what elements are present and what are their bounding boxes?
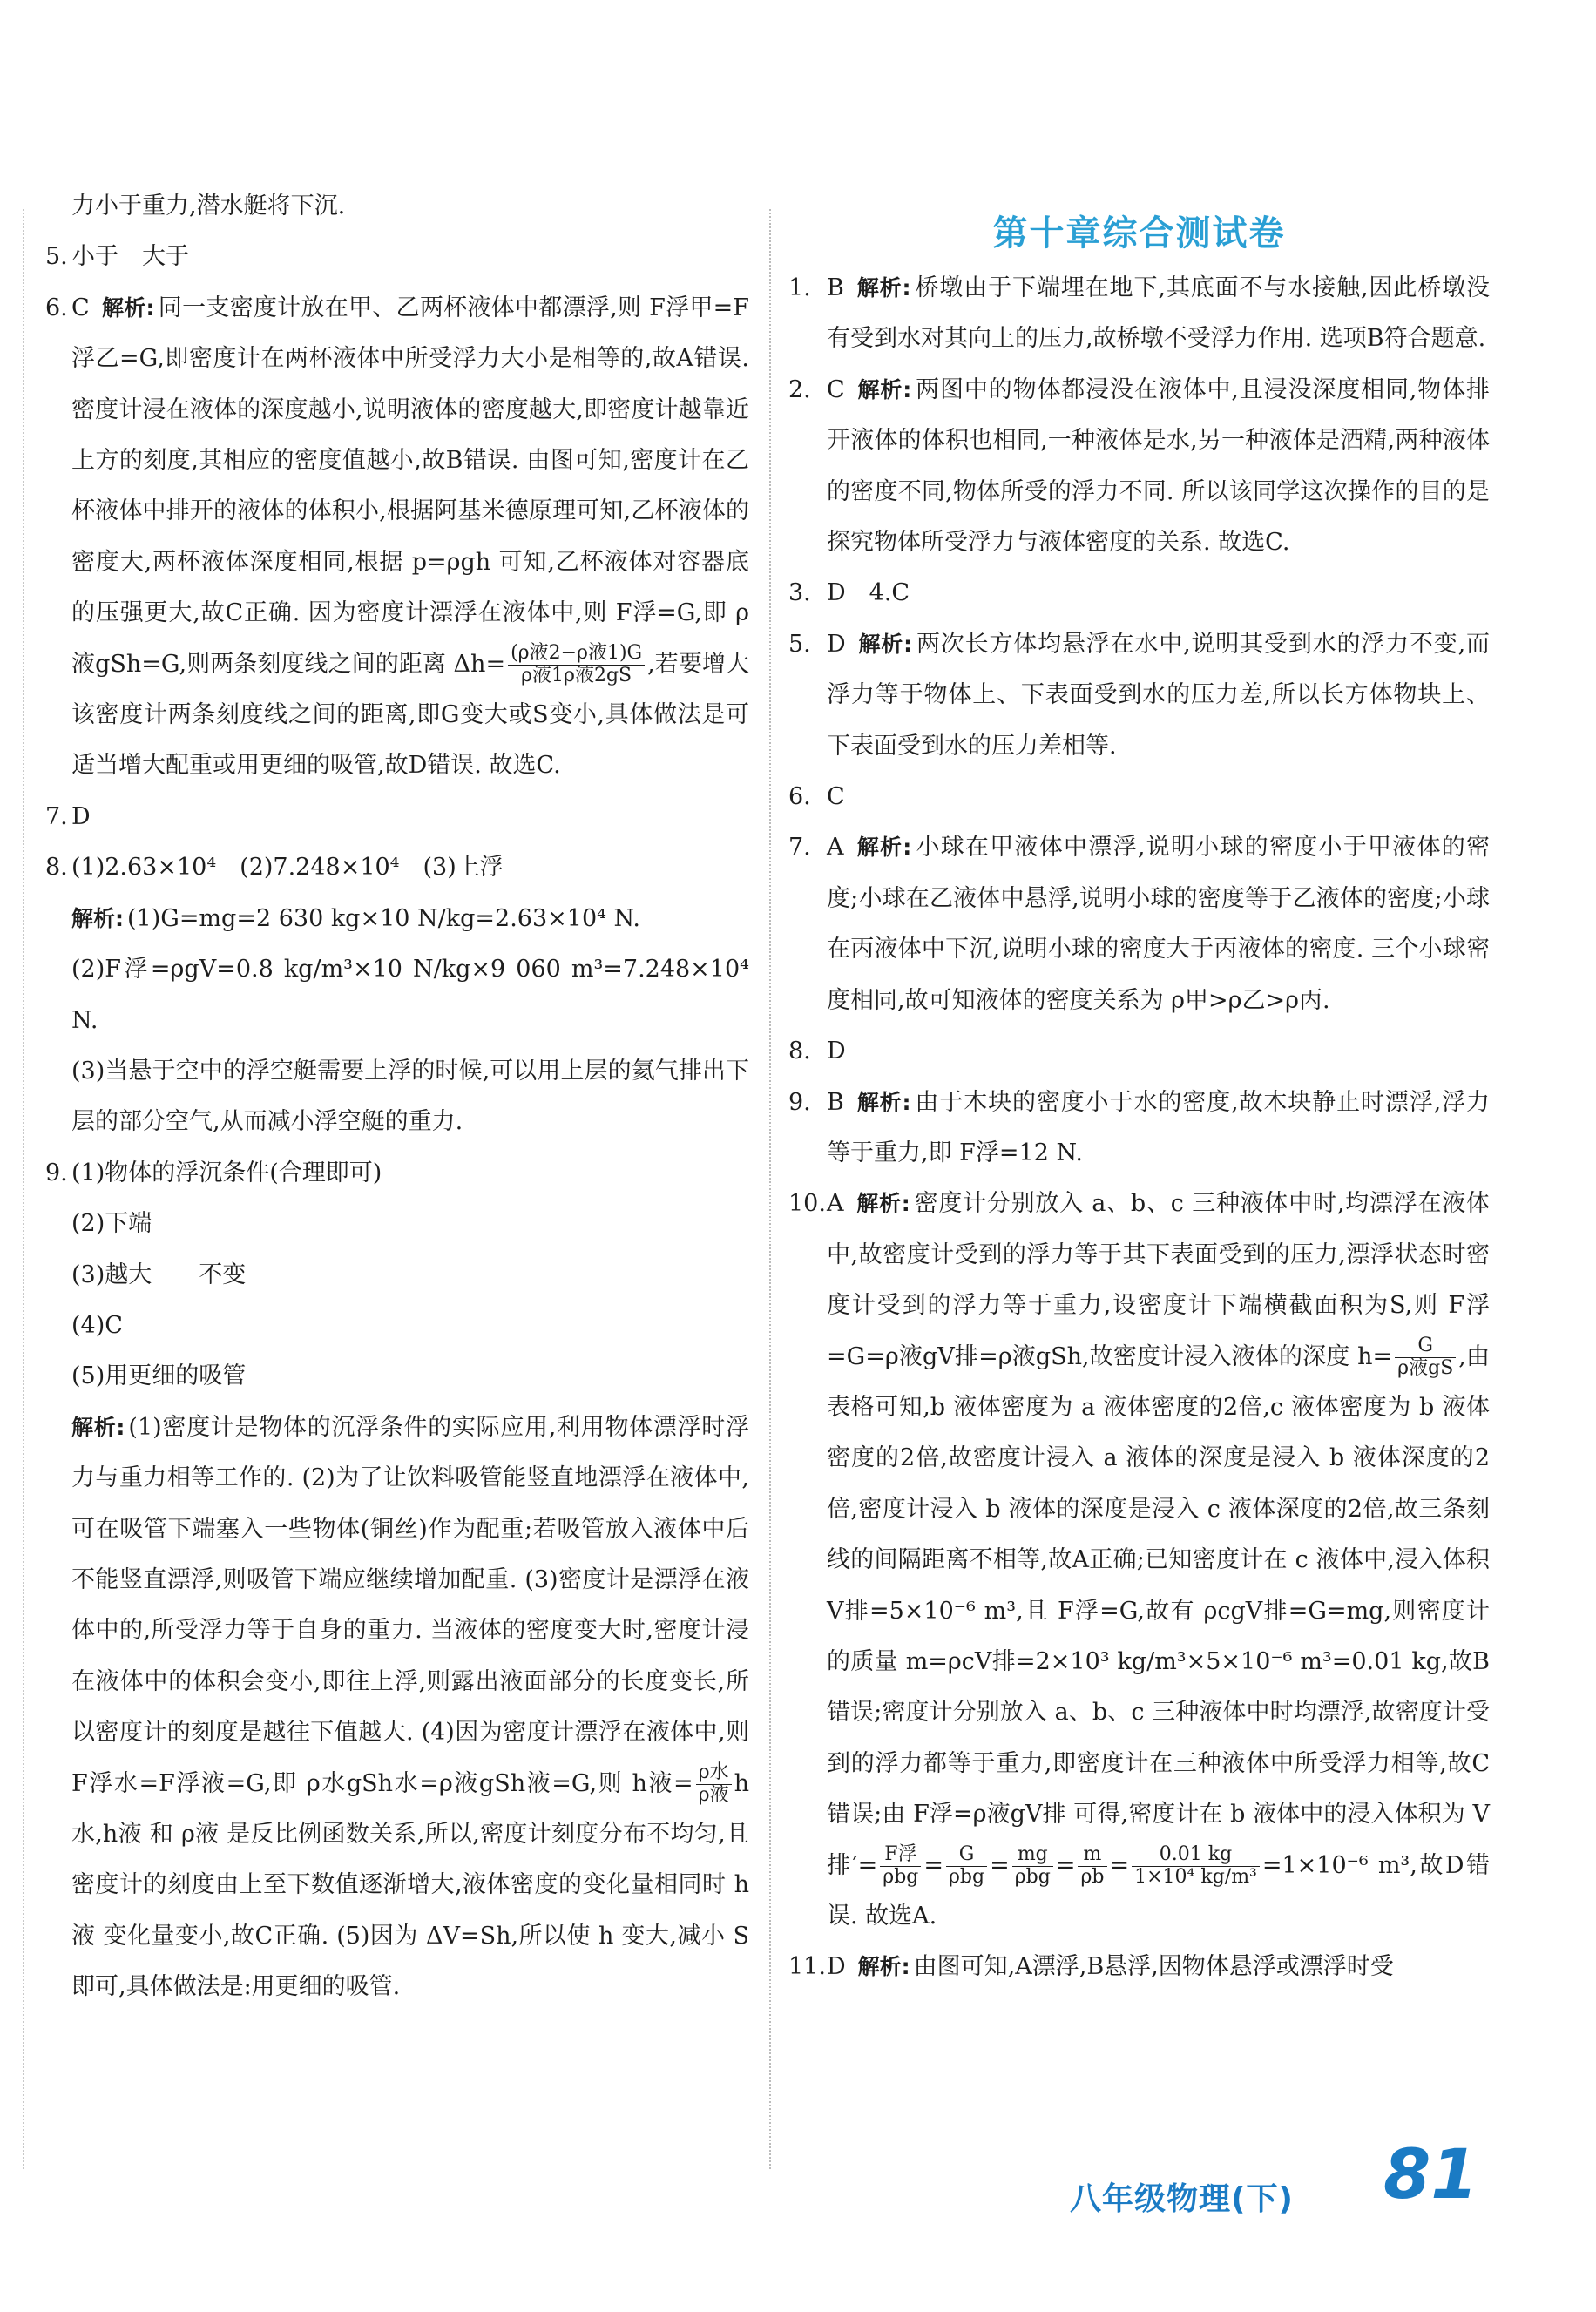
answer-8-analysis-1 xyxy=(45,894,749,944)
analysis-label: 解析: xyxy=(856,376,912,402)
fraction xyxy=(1132,1844,1260,1887)
answer-9-part-3: (3)越大 不变 xyxy=(71,1261,247,1288)
equals-sign: = xyxy=(923,1851,943,1879)
chapter-title: 第十章综合测试卷 xyxy=(992,213,1286,254)
column-divider xyxy=(769,209,771,2169)
right-answer-2 xyxy=(788,365,1490,569)
answer-text: D 4.C xyxy=(827,579,910,607)
analysis-text: =1×10⁻⁶ m³,故D错误. 故选A. xyxy=(827,1851,1490,1930)
denominator: ρb xyxy=(1080,1865,1105,1888)
equals-sign: = xyxy=(1109,1851,1130,1879)
analysis-text: ,若要增大该密度计两条刻度线之间的距离,即G变大或S变小,具体做法是可适当增大配重或用更细的吸管,故D错误. 故选C. xyxy=(71,650,749,780)
analysis-label: 解析: xyxy=(71,905,124,931)
answer-text: 小于 大于 xyxy=(71,243,189,271)
analysis-text: 两次长方体均悬浮在水中,说明其受到水的浮力不变,而浮力等于物体上、下表面受到水的压力差,所以长方体物块上、下表面受到水的压力差相等. xyxy=(827,630,1490,760)
fraction xyxy=(696,1762,732,1805)
analysis-text: 由图可知,A漂浮,B悬浮,因物体悬浮或漂浮时受 xyxy=(913,1953,1394,1981)
left-column xyxy=(45,181,749,2013)
answer-choice: D xyxy=(827,630,846,658)
question-number: 9. xyxy=(788,1088,811,1116)
analysis-label: 解析: xyxy=(855,275,911,301)
analysis-text: 桥墩由于下端埋在地下,其底面不与水接触,因此桥墩没有受到水对其向上的压力,故桥墩不受浮力作用. 选项B符合题意. xyxy=(827,274,1491,353)
right-answer-9 xyxy=(788,1078,1490,1180)
right-answer-5 xyxy=(788,619,1490,772)
answer-choice: A xyxy=(827,1190,844,1218)
answer-6 xyxy=(45,283,749,792)
question-number: 5. xyxy=(788,630,811,658)
analysis-label: 解析: xyxy=(855,1089,911,1115)
answer-8-analysis-3: (3)当悬于空中的浮空艇需要上浮的时候,可以用上层的氦气排出下层的部分空气,从而减小浮空艇的重力. xyxy=(71,1057,749,1136)
denominator: ρbg xyxy=(1014,1865,1051,1888)
answer-choice: D xyxy=(827,1953,846,1981)
analysis-label: 解析: xyxy=(855,835,912,861)
analysis-text: 小球在甲液体中漂浮,说明小球的密度小于甲液体的密度;小球在乙液体中悬浮,说明小球的密度等于乙液体的密度;小球在丙液体中下沉,说明小球的密度大于丙液体的密度. 三个小球密度相同,故可知液体的密度关系为 ρ甲>ρ乙>ρ丙. xyxy=(827,834,1490,1014)
analysis-text: (1)G=mg=2 630 kg×10 N/kg=2.63×10⁴ N. xyxy=(127,904,641,932)
right-answer-1 xyxy=(788,263,1490,365)
numerator: ρ水 xyxy=(696,1762,732,1784)
numerator: G xyxy=(946,1844,987,1866)
question-number: 2. xyxy=(788,375,811,403)
fraction xyxy=(880,1844,921,1887)
question-number: 7. xyxy=(45,802,68,830)
analysis-text: 同一支密度计放在甲、乙两杯液体中都漂浮,则 F浮甲=F浮乙=G,即密度计在两杯液体中所受浮力大小是相等的,故A错误. 密度计浸在液体的深度越小,说明液体的密度越大,即密度计越靠近上方的刻度,其相应的密度值越小,故B错误. 由图可知,密度计在乙杯液体中排开的液体的体积小,根据阿基米德原理可知,乙杯液体的密度大,两杯液体深度相同,根据 p=ρgh 可知,乙杯液体对容器底的压强更大,故C正确. 因为密度计漂浮在液体中,则 F浮=G,即 ρ液gSh=G,则两条刻度线之间的距离 Δh= xyxy=(71,294,749,678)
question-number: 1. xyxy=(788,274,811,301)
question-number: 8. xyxy=(788,1038,811,1065)
answer-choice: B xyxy=(827,1088,844,1116)
numerator: m xyxy=(1078,1844,1106,1866)
question-number: 5. xyxy=(45,243,68,271)
answer-text: D xyxy=(71,802,91,830)
denominator: ρbg xyxy=(949,1865,985,1888)
answer-text: (1)2.63×10⁴ (2)7.248×10⁴ (3)上浮 xyxy=(71,854,504,882)
page-number: 81 xyxy=(1383,2136,1478,2214)
numerator: mg xyxy=(1012,1844,1053,1866)
denominator: ρ液1ρ液2gS xyxy=(521,664,632,686)
answer-choice: C xyxy=(827,375,845,403)
analysis-text: 由于木块的密度小于水的密度,故木块静止时漂浮,浮力等于重力,即 F浮=12 N. xyxy=(827,1088,1491,1166)
question-number: 9. xyxy=(45,1159,68,1186)
answer-choice: C xyxy=(71,294,90,321)
numerator: G xyxy=(1395,1335,1456,1357)
fraction xyxy=(1395,1335,1456,1378)
answer-7 xyxy=(45,792,749,842)
question-number: 6. xyxy=(788,783,811,811)
answer-text: D xyxy=(827,1038,846,1065)
numerator: (ρ液2−ρ液1)G xyxy=(508,643,645,665)
right-answer-8 xyxy=(788,1026,1490,1077)
analysis-text: 密度计分别放入 a、b、c 三种液体中时,均漂浮在液体中,故密度计受到的浮力等于其下表面受到的压力,漂浮状态时密度计受到的浮力等于重力,设密度计下端横截面积为S,则 F浮=G=ρ液gV排=ρ液gSh,故密度计浸入液体的深度 h= xyxy=(827,1190,1491,1370)
analysis-label: 解析: xyxy=(71,1414,125,1440)
denominator: ρ液 xyxy=(698,1783,729,1806)
equals-sign: = xyxy=(990,1851,1010,1879)
equals-sign: = xyxy=(1055,1851,1076,1879)
analysis-label: 解析: xyxy=(855,1191,910,1217)
answer-choice: A xyxy=(827,834,844,862)
footer-grade-subject: 八年级物理(下) xyxy=(1070,2181,1294,2217)
question-number: 6. xyxy=(45,294,68,321)
question-number: 11. xyxy=(788,1953,826,1981)
question-number: 3. xyxy=(788,579,811,607)
question-number: 10. xyxy=(788,1190,826,1218)
answer-9-analysis xyxy=(45,1403,749,2013)
right-answer-10 xyxy=(788,1179,1490,1942)
answer-choice: B xyxy=(827,274,844,301)
answer-8-analysis-2: (2)F浮=ρgV=0.8 kg/m³×10 N/kg×9 060 m³=7.248×10⁴ N. xyxy=(71,956,749,1034)
denominator: 1×10⁴ kg/m³ xyxy=(1134,1865,1257,1888)
question-number: 8. xyxy=(45,854,68,882)
analysis-text: 两图中的物体都浸没在液体中,且浸没深度相同,物体排开液体的体积也相同,一种液体是水,另一种液体是酒精,两种液体的密度不同,物体所受的浮力不同. 所以该同学这次操作的目的是探究物体所受浮力与液体密度的关系. 故选C. xyxy=(827,375,1490,557)
right-answer-3-4 xyxy=(788,568,1490,619)
numerator: 0.01 kg xyxy=(1132,1844,1260,1866)
answer-9-part-5: (5)用更细的吸管 xyxy=(71,1362,247,1390)
answer-8 xyxy=(45,842,749,893)
denominator: ρbg xyxy=(883,1865,919,1888)
edge-dotted-line xyxy=(23,209,24,2169)
analysis-label: 解析: xyxy=(101,294,155,321)
answer-text: (1)物体的浮沉条件(合理即可) xyxy=(71,1159,382,1186)
denominator: ρ液gS xyxy=(1397,1356,1454,1379)
answer-text: C xyxy=(827,783,845,811)
right-answer-6 xyxy=(788,772,1490,822)
answer-9 xyxy=(45,1148,749,1199)
fraction xyxy=(946,1844,987,1887)
right-answer-7 xyxy=(788,822,1490,1026)
analysis-text: ,由表格可知,b 液体密度为 a 液体密度的2倍,c 液体密度为 b 液体密度的2倍,故密度计浸入 a 液体的深度是浸入 b 液体深度的2倍,密度计浸入 b 液体的深度是浸入 c 液体深度的2倍,故三条刻线的间隔距离不相等,故A正确;已知密度计在 c 液体中,浸入体积 V排=5×10⁻⁶ m³,且 F浮=G,故有 ρcgV排=G=mg,则密度计的质量 m=ρcV排=2×10³ kg/m³×5×10⁻⁶ m³=0.01 kg,故B错误;密度计分别放入 a、b、c 三种液体中时均漂浮,故密度计受到的浮力都等于重力,即密度计在三种液体中所受浮力相等,故C错误;由 F浮=ρ液gV排 可得,密度计在 b 液体中的浸入体积为 V排′= xyxy=(827,1342,1490,1879)
fraction xyxy=(508,643,645,686)
fraction xyxy=(1012,1844,1053,1887)
answer-5 xyxy=(45,232,749,282)
fraction xyxy=(1078,1844,1106,1887)
q4-continuation: 力小于重力,潜水艇将下沉. xyxy=(71,193,346,220)
analysis-label: 解析: xyxy=(857,631,913,657)
right-column xyxy=(788,263,1490,1993)
answer-9-part-4: (4)C xyxy=(71,1311,123,1339)
answer-9-part-2: (2)下端 xyxy=(71,1210,152,1238)
analysis-text: h水,h液 和 ρ液 是反比例函数关系,所以,密度计刻度分布不均匀,且密度计的刻度由上至下数值逐渐增大,液体密度的变化量相同时 h液 变化量变小,故C正确. (5)因为 ΔV=Sh,所以使 h 变大,减小 S 即可,具体做法是:用更细的吸管. xyxy=(71,1769,749,2001)
numerator: F浮 xyxy=(880,1844,921,1866)
analysis-text: (1)密度计是物体的沉浮条件的实际应用,利用物体漂浮时浮力与重力相等工作的. (2)为了让饮料吸管能竖直地漂浮在液体中,可在吸管下端塞入一些物体(铜丝)作为配重;若吸管放入液体中后不能竖直漂浮,则吸管下端应继续增加配重. (3)密度计是漂浮在液体中的,所受浮力等于自身的重力. 当液体的密度变大时,密度计浸在液体中的体积会变小,即往上浮,则露出液面部分的长度变长,所以密度计的刻度是越往下值越大. (4)因为密度计漂浮在液体中,则 F浮水=F浮液=G,即 ρ水gSh水=ρ液gSh液=G,则 h液= xyxy=(71,1413,750,1797)
question-number: 7. xyxy=(788,834,811,862)
analysis-label: 解析: xyxy=(857,1954,910,1980)
right-answer-11 xyxy=(788,1942,1490,1992)
